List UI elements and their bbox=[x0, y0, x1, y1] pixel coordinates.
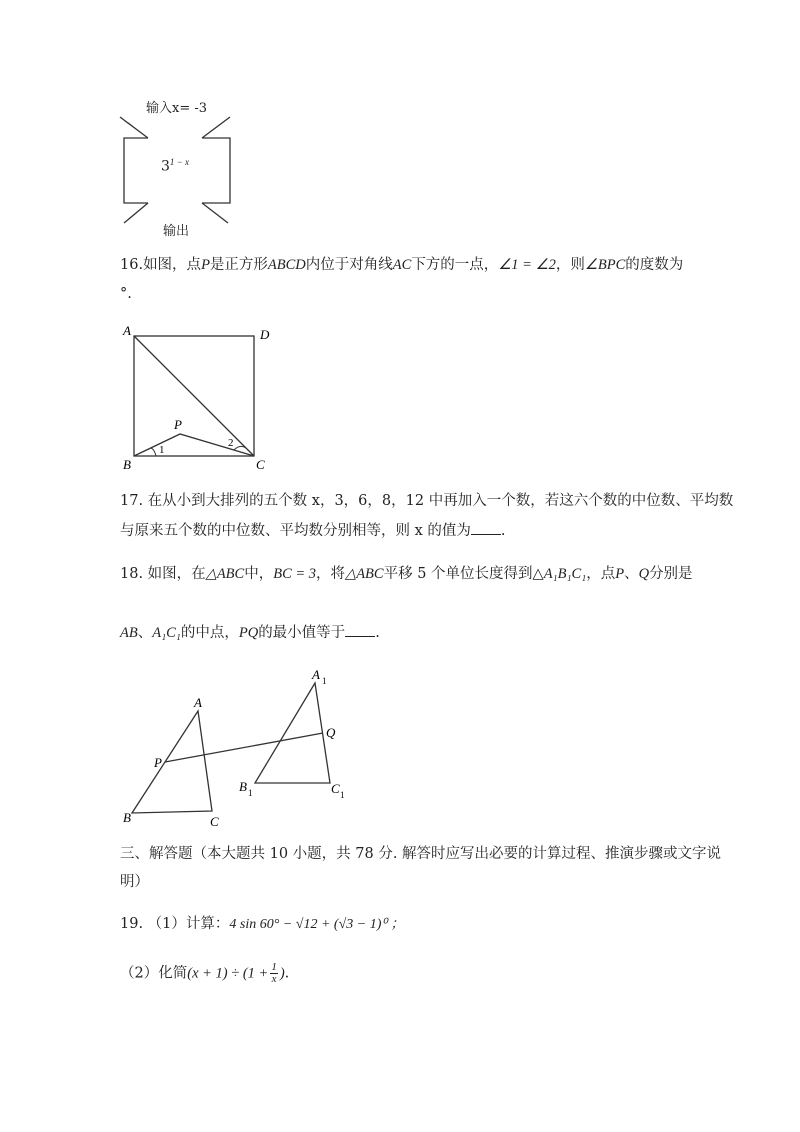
q16-number: 16. bbox=[120, 257, 144, 273]
q17-line1: 17. 在从小到大排列的五个数 x，3，6，8，12 中再加入一个数，若这六个数的中位数、平均数 bbox=[120, 493, 734, 509]
label-a1-sub: 1 bbox=[322, 676, 327, 686]
label-q: Q bbox=[326, 725, 336, 740]
q18-line1: 18. 如图，在△ABC中，BC = 3，将△ABC平移 5 个单位长度得到△A₁B₁C₁，点P、Q分别是 bbox=[120, 566, 693, 582]
label-angle-2: 2 bbox=[228, 437, 234, 449]
q16-line2: °. bbox=[120, 286, 132, 302]
label-d: D bbox=[260, 327, 270, 342]
flowchart-figure bbox=[110, 95, 260, 245]
segment-pq bbox=[165, 733, 323, 762]
q17-answer-blank bbox=[471, 521, 501, 535]
q19-part1: 19. （1）计算：4 sin 60° − √12 + (√3 − 1)⁰ ； bbox=[120, 916, 405, 932]
q16-angles: ∠1 = ∠2 bbox=[498, 257, 556, 273]
section3-line1: 三、解答题（本大题共 10 小题，共 78 分. 解答时应写出必要的计算过程、推演步骤或文字说 bbox=[120, 846, 722, 862]
flowchart-exponent: 1 − x bbox=[169, 157, 189, 167]
label-a: A bbox=[194, 695, 202, 710]
flowchart-base: 3 bbox=[161, 158, 170, 175]
q17-line2: 与原来五个数的中位数、平均数分别相等，则 x 的值为 . bbox=[120, 523, 506, 539]
label-a1: A bbox=[312, 667, 320, 682]
label-c: C bbox=[256, 457, 265, 472]
triangle-abc bbox=[132, 711, 212, 813]
fraction-numerator: 1 bbox=[271, 961, 277, 973]
q18-line2: AB、A₁C₁的中点，PQ的最小值等于 . bbox=[120, 625, 380, 641]
flowchart-output-label: 输出 bbox=[163, 224, 190, 239]
label-angle-1: 1 bbox=[159, 444, 165, 456]
q18-figure bbox=[118, 663, 368, 833]
flowchart-expression bbox=[161, 157, 189, 175]
label-a: A bbox=[123, 323, 131, 338]
label-p: P bbox=[154, 755, 162, 770]
label-b: B bbox=[123, 457, 131, 472]
label-c: C bbox=[210, 814, 219, 829]
q16-line1: 16.如图，点P是正方形ABCD内位于对角线AC下方的一点，∠1 = ∠2，则∠BPC的度数为 bbox=[120, 257, 684, 273]
fraction-denominator: x bbox=[271, 973, 277, 985]
label-c1: C bbox=[331, 781, 340, 796]
section3-line2: 明） bbox=[120, 874, 149, 890]
flowchart-input-label: 输入x= -3 bbox=[146, 101, 208, 116]
q19-part1-expr: 4 sin 60° − √12 + (√3 − 1)⁰ ； bbox=[229, 917, 405, 932]
q18-answer-blank bbox=[345, 623, 375, 637]
triangles-svg bbox=[118, 663, 368, 833]
label-c1-sub: 1 bbox=[340, 790, 345, 800]
square-svg bbox=[118, 322, 278, 472]
q19-part2: （2）化简(x + 1) ÷ (1 + $\frac{1}{x}$ ). bbox=[120, 961, 290, 985]
label-p: P bbox=[174, 417, 182, 432]
q16-figure bbox=[118, 322, 278, 472]
label-b1: B bbox=[239, 779, 247, 794]
label-b: B bbox=[123, 810, 131, 825]
fraction bbox=[270, 962, 278, 985]
triangle-a1b1c1 bbox=[255, 683, 330, 783]
label-b1-sub: 1 bbox=[248, 788, 253, 798]
